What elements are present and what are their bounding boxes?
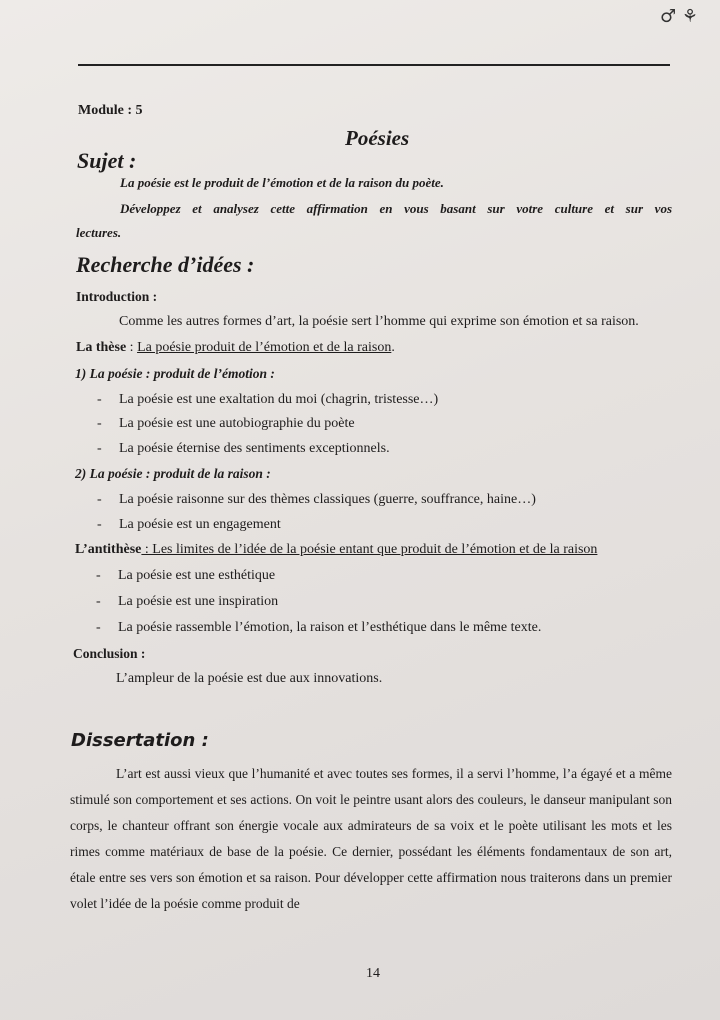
these-text: La poésie produit de l’émotion et de la raison — [137, 340, 392, 355]
antithese-label: L’antithèse — [75, 542, 142, 557]
these-label: La thèse — [76, 340, 127, 355]
list-item: - La poésie est un engagement — [97, 517, 281, 532]
page-number: 14 — [366, 966, 380, 981]
sujet-line-2: Développez et analysez cette affirmation en vous basant sur votre culture et sur vos — [120, 201, 672, 216]
section-2-title: 2) La poésie : produit de la raison : — [75, 466, 271, 481]
list-item: - La poésie éternise des sentiments exceptionnels. — [97, 441, 390, 456]
list-item: - La poésie rassemble l’émotion, la raison et l’esthétique dans le même texte. — [96, 620, 542, 635]
sujet-heading: Sujet : — [77, 148, 137, 173]
list-item: - La poésie est une esthétique — [96, 568, 276, 583]
antithese-line — [75, 542, 597, 558]
recherche-heading: Recherche d’idées : — [76, 252, 255, 277]
conclusion-label: Conclusion : — [73, 646, 146, 661]
header-rule — [78, 64, 670, 66]
antithese-text: : Les limites de l’idée de la poésie entant que produit de l’émotion et de la raison — [141, 542, 598, 557]
section-1-title: 1) La poésie : produit de l’émotion : — [75, 366, 275, 381]
introduction-label: Introduction : — [76, 289, 158, 304]
dissertation-heading: Dissertation : — [71, 730, 209, 751]
introduction-text: Comme les autres formes d’art, la poésie sert l’homme qui exprime son émotion et sa raison. — [119, 314, 639, 329]
these-end: . — [391, 340, 395, 355]
conclusion-text: L’ampleur de la poésie est due aux innovations. — [116, 671, 383, 686]
these-line — [76, 340, 395, 356]
module-label: Module : 5 — [78, 103, 143, 118]
these-separator: : — [126, 340, 138, 355]
corner-handwritten-mark: ♂ ⚘ — [660, 6, 698, 27]
list-item: - La poésie raisonne sur des thèmes classiques (guerre, souffrance, haine…) — [97, 492, 536, 507]
sujet-line-3: lectures. — [76, 225, 122, 240]
sujet-line-1: La poésie est le produit de l’émotion et de la raison du poète. — [120, 175, 444, 190]
list-item: - La poésie est une inspiration — [96, 594, 279, 609]
page-title: Poésies — [345, 126, 410, 150]
list-item: - La poésie est une autobiographie du poète — [97, 416, 355, 431]
dissertation-paragraph: L’art est aussi vieux que l’humanité et avec toutes ses formes, il a servi l’homme, l’a égayé et a même stimulé son comportement et ses actions. On voit le peintre usant alors des couleurs, le danseur manipulant son corps, le chanteur offrant son énergie vocale aux admirateurs de sa voix et le poète utilisant les mots et les rimes comme matériaux de base de la poésie. Ce dernier, possédant les éléments fondamentaux de son art, étale entre ses vers son émotion et sa raison. Pour développer cette affirmation nous traiterons dans un premier volet l’idée de la poésie comme produit de — [70, 766, 672, 911]
list-item: - La poésie est une exaltation du moi (chagrin, tristesse…) — [97, 392, 439, 407]
